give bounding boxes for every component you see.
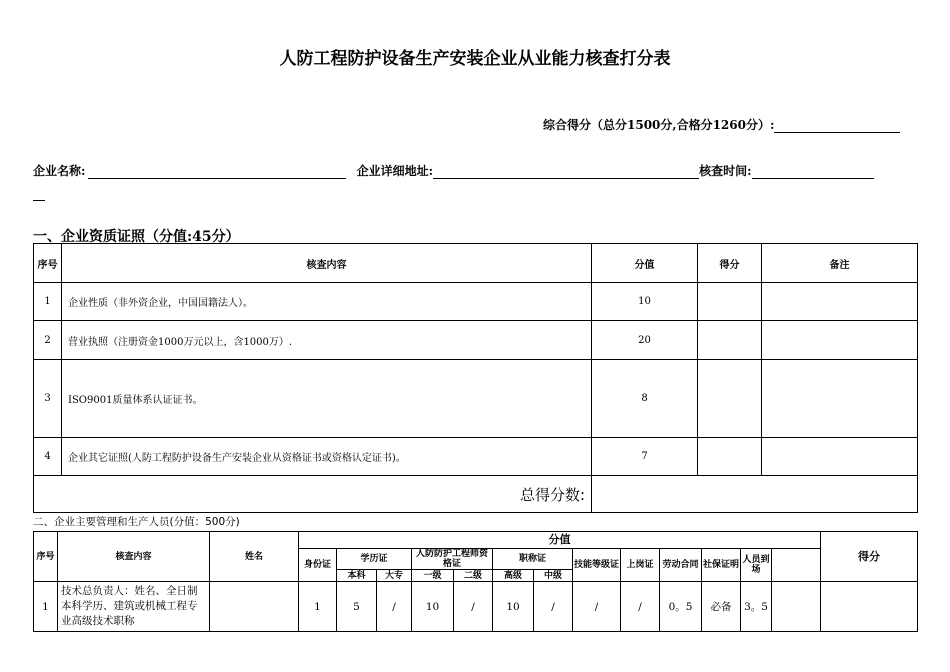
page-title: 人防工程防护设备生产安装企业从业能力核查打分表 — [279, 49, 671, 69]
header-post: 上岗证 — [621, 549, 660, 582]
row-no: 1 — [34, 283, 62, 321]
header-lv2: 二级 — [454, 570, 493, 582]
header-college: 大专 — [377, 570, 412, 582]
section2-title: 二、企业主要管理和生产人员(分值：500分) — [33, 516, 240, 528]
row-score: 7 — [592, 438, 698, 476]
row-no: 2 — [34, 321, 62, 360]
row-score: 8 — [592, 360, 698, 438]
header-score-group: 分值 — [299, 532, 821, 549]
overall-score-line — [543, 116, 900, 133]
row-content: 企业其它证照(人防工程防护设备生产安装企业从资格证书或资格认定证书)。 — [62, 438, 592, 476]
header-title-cert: 职称证 — [493, 549, 573, 570]
row-post: / — [621, 582, 660, 632]
row-labor: 0。5 — [660, 582, 702, 632]
row-no: 3 — [34, 360, 62, 438]
row-got-cell[interactable] — [698, 438, 762, 476]
divider-dash — [33, 200, 45, 201]
personnel-table — [33, 531, 918, 632]
row-onsite: 3。5 — [741, 582, 772, 632]
header-row-1 — [34, 532, 918, 549]
row-senior: 10 — [493, 582, 534, 632]
row-social: 必备 — [702, 582, 741, 632]
row-no: 1 — [34, 582, 58, 632]
header-skill: 技能等级证 — [573, 549, 621, 582]
row-content: 企业性质（非外资企业，中国国籍法人）。 — [62, 283, 592, 321]
row-lv2: / — [454, 582, 493, 632]
table-row — [34, 321, 918, 360]
header-got: 得分 — [698, 244, 762, 283]
total-score-cell[interactable] — [592, 476, 918, 513]
row-remark-cell[interactable] — [762, 438, 918, 476]
table-row — [34, 360, 918, 438]
header-seq: 序号 — [34, 532, 58, 582]
qualification-table — [33, 243, 918, 513]
company-name-label: 企业名称: — [33, 164, 86, 178]
table-row — [34, 582, 918, 632]
row-got-cell[interactable] — [698, 321, 762, 360]
header-middle: 中级 — [534, 570, 573, 582]
row-skill: / — [573, 582, 621, 632]
header-onsite: 人员到场 — [741, 549, 772, 582]
overall-score-label: 综合得分（总分1500分,合格分1260分）: — [543, 118, 775, 132]
row-score: 10 — [592, 283, 698, 321]
row-middle: / — [534, 582, 573, 632]
header-edu: 学历证 — [337, 549, 412, 570]
header-bachelor: 本科 — [337, 570, 377, 582]
header-score: 分值 — [592, 244, 698, 283]
row-content: 营业执照（注册资金1000万元以上，含1000万）. — [62, 321, 592, 360]
address-label: 企业详细地址: — [356, 164, 434, 178]
address-blank[interactable] — [433, 166, 699, 179]
header-content: 核查内容 — [62, 244, 592, 283]
header-rf-cert: 人防防护工程师资格证 — [412, 549, 493, 570]
company-info-line — [33, 162, 874, 179]
table-row — [34, 438, 918, 476]
row-lv1: 10 — [412, 582, 454, 632]
table-row — [34, 283, 918, 321]
total-row — [34, 476, 918, 513]
company-name-blank[interactable] — [88, 166, 346, 179]
row-no: 4 — [34, 438, 62, 476]
header-labor: 劳动合同 — [660, 549, 702, 582]
header-remark: 备注 — [762, 244, 918, 283]
row-content: 技术总负责人：姓名、全日制本科学历、建筑或机械工程专业高级技术职称 — [58, 582, 210, 632]
header-content: 核查内容 — [58, 532, 210, 582]
header-got: 得分 — [821, 532, 918, 582]
header-id-card: 身份证 — [299, 549, 337, 582]
row-name-cell[interactable] — [210, 582, 299, 632]
header-social: 社保证明 — [702, 549, 741, 582]
inspect-time-label: 核查时间: — [699, 164, 752, 178]
header-senior: 高级 — [493, 570, 534, 582]
row-remark-cell[interactable] — [762, 321, 918, 360]
row-got-cell[interactable] — [772, 582, 821, 632]
row-score: 20 — [592, 321, 698, 360]
header-lv1: 一级 — [412, 570, 454, 582]
header-seq: 序号 — [34, 244, 62, 283]
row-got-cell[interactable] — [698, 283, 762, 321]
overall-score-blank[interactable] — [774, 120, 900, 133]
inspect-time-blank[interactable] — [752, 166, 874, 179]
table-header-row — [34, 244, 918, 283]
row-got-cell[interactable] — [698, 360, 762, 438]
row-content: ISO9001质量体系认证证书。 — [62, 360, 592, 438]
row-college: / — [377, 582, 412, 632]
section1-title: 一、企业资质证照（分值:45分） — [33, 229, 240, 245]
row-bachelor: 5 — [337, 582, 377, 632]
row-remark-cell[interactable] — [762, 360, 918, 438]
row-remark-cell[interactable] — [762, 283, 918, 321]
header-name: 姓名 — [210, 532, 299, 582]
row-remark-cell[interactable] — [821, 582, 918, 632]
total-score-label: 总得分数: — [34, 476, 592, 513]
row-id-card: 1 — [299, 582, 337, 632]
